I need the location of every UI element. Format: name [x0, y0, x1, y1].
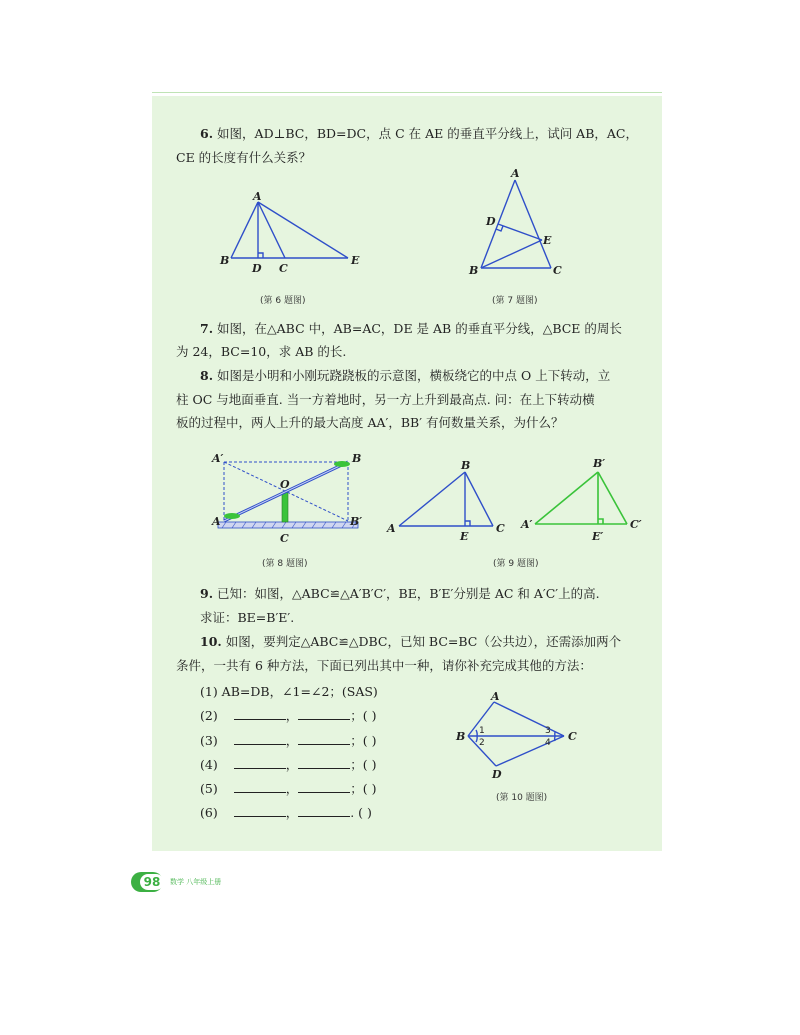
q10-item-1: (1) AB=DB，∠1=∠2；(SAS) [200, 684, 378, 699]
fig8-seat-A [224, 513, 240, 519]
q10-item-4-label: (4) [200, 757, 218, 772]
q10-item-5-blank-1[interactable] [234, 781, 286, 793]
fig9-label-A: A [387, 522, 396, 535]
q10-item-2-label: (2) [200, 708, 218, 723]
q10-item-3-comma: ， [285, 733, 299, 748]
q10-item-3-reason: ；( ) [350, 733, 377, 748]
fig6-label-A: A [253, 190, 262, 203]
q10-item-4-comma: ， [285, 757, 299, 772]
header-rule [152, 92, 662, 93]
fig7-label-D: D [486, 215, 496, 228]
fig8-label-A: A [212, 515, 221, 528]
q8-text-3: 板的过程中，两人上升的最大高度 AA′，BB′ 有何数量关系，为什么？ [176, 415, 564, 430]
q10-item-5-reason: ；( ) [350, 781, 377, 796]
fig9-triangle-A-prime-B-prime-C-prime [535, 472, 627, 524]
q8-text-1: 如图是小明和小刚玩跷跷板的示意图，横板绕它的中点 O 上下转动，立 [217, 368, 611, 383]
q10-item-5-blank-2[interactable] [298, 781, 350, 793]
fig6-caption: (第 6 题图) [260, 296, 306, 306]
fig8-ground [218, 522, 358, 528]
fig10-angle-4: 4 [545, 738, 551, 748]
figure-7 [465, 165, 575, 280]
page-number: 98 [140, 874, 164, 890]
fig7-label-A: A [511, 167, 520, 180]
figure-9 [385, 450, 655, 545]
fig9-label-C-prime: C′ [630, 518, 642, 531]
q10-item-6 [200, 805, 372, 821]
page-number-badge [131, 872, 163, 892]
fig8-label-O: O [280, 478, 290, 491]
fig7-label-E: E [543, 234, 552, 247]
q7-text-2: 为 24，BC=10，求 AB 的长. [176, 344, 347, 359]
fig6-label-B: B [220, 254, 230, 267]
fig6-label-E: E [351, 254, 360, 267]
q10-item-6-label: (6) [200, 805, 218, 820]
fig8-label-B: B [352, 452, 362, 465]
fig7-label-C: C [553, 264, 562, 277]
q10-item-4-blank-1[interactable] [234, 757, 286, 769]
fig10-caption: (第 10 题图) [496, 793, 548, 803]
figure-6 [215, 190, 365, 280]
fig10-label-D: D [492, 768, 502, 780]
fig9-label-B: B [461, 459, 471, 472]
q10-item-6-blank-1[interactable] [234, 805, 286, 817]
fig9-label-C: C [496, 522, 505, 535]
fig9-label-E: E [460, 530, 469, 543]
fig9-label-E-prime: E′ [592, 530, 604, 543]
q7-text-1: 如图，在△ABC 中，AB=AC，DE 是 AB 的垂直平分线，△BCE 的周长 [217, 321, 622, 336]
fig10-angle-2: 2 [479, 738, 485, 748]
fig8-label-C: C [280, 532, 289, 545]
fig7-label-B: B [469, 264, 479, 277]
q10-item-6-comma: ， [285, 805, 299, 820]
fig8-seat-B [334, 461, 350, 467]
q10-item-3-blank-2[interactable] [298, 733, 350, 745]
fig10-angle-3: 3 [545, 726, 551, 736]
fig6-label-C: C [279, 262, 288, 275]
fig10-label-C: C [568, 730, 577, 743]
figure-8 [210, 448, 375, 548]
fig10-label-A: A [491, 690, 500, 703]
fig10-angle-1: 1 [479, 726, 485, 736]
q10-item-2-blank-1[interactable] [234, 708, 286, 720]
fig8-label-A-prime: A′ [212, 452, 224, 465]
fig9-triangle-ABC [399, 472, 493, 526]
q10-line1 [200, 634, 621, 650]
fig6-label-D: D [252, 262, 262, 275]
q10-text-2: 条件，一共有 6 种方法，下面已列出其中一种，请你补充完成其他的方法： [176, 658, 592, 673]
q10-item-3-blank-1[interactable] [234, 733, 286, 745]
q10-item-4-reason: ；( ) [350, 757, 377, 772]
q6-number: 6. [200, 126, 214, 141]
q9-text-1: 已知：如图，△ABC≌△A′B′C′，BE，B′E′分别是 AC 和 A′C′上的高. [217, 586, 600, 601]
fig9-label-B-prime: B′ [593, 457, 606, 470]
q10-item-6-reason: . ( ) [350, 805, 372, 820]
q10-item-3 [200, 733, 376, 749]
q7-number: 7. [200, 321, 214, 336]
q10-item-3-label: (3) [200, 733, 218, 748]
q10-text-1: 如图，要判定△ABC≌△DBC，已知 BC=BC（公共边），还需添加两个 [225, 634, 622, 649]
q9-number: 9. [200, 586, 214, 601]
q10-item-2-reason: ；( ) [350, 708, 377, 723]
fig7-caption: (第 7 题图) [492, 296, 538, 306]
fig8-caption: (第 8 题图) [262, 559, 308, 569]
fig9-caption: (第 9 题图) [493, 559, 539, 569]
q6-line1 [200, 126, 638, 142]
q10-item-5-comma: ， [285, 781, 299, 796]
q10-item-6-blank-2[interactable] [298, 805, 350, 817]
q8-line1 [200, 368, 610, 384]
q10-item-2-blank-2[interactable] [298, 708, 350, 720]
q7-line1 [200, 321, 622, 337]
fig6-lines [231, 202, 348, 258]
q10-item-4 [200, 757, 376, 773]
q8-text-2: 柱 OC 与地面垂直. 当一方着地时，另一方上升到最高点. 问：在上下转动横 [176, 392, 595, 407]
q10-item-2-comma: ， [285, 708, 299, 723]
fig10-label-B: B [456, 730, 466, 743]
book-title: 数学 八年级上册 [170, 878, 222, 886]
q6-text-1: 如图，AD⊥BC，BD=DC，点 C 在 AE 的垂直平分线上，试问 AB，AC， [217, 126, 638, 141]
q10-item-5 [200, 781, 376, 797]
q10-number: 10. [200, 634, 222, 649]
q10-item-2 [200, 708, 376, 724]
q8-number: 8. [200, 368, 214, 383]
figure-10 [450, 690, 590, 780]
q10-item-5-label: (5) [200, 781, 218, 796]
q9-text-2: 求证：BE=B′E′. [200, 610, 295, 625]
fig9-label-A-prime: A′ [521, 518, 533, 531]
q6-text-2: CE 的长度有什么关系？ [176, 150, 312, 165]
fig8-post [282, 492, 288, 522]
fig8-label-B-prime: B′ [350, 515, 363, 528]
q10-item-4-blank-2[interactable] [298, 757, 350, 769]
q9-line1 [200, 586, 600, 602]
